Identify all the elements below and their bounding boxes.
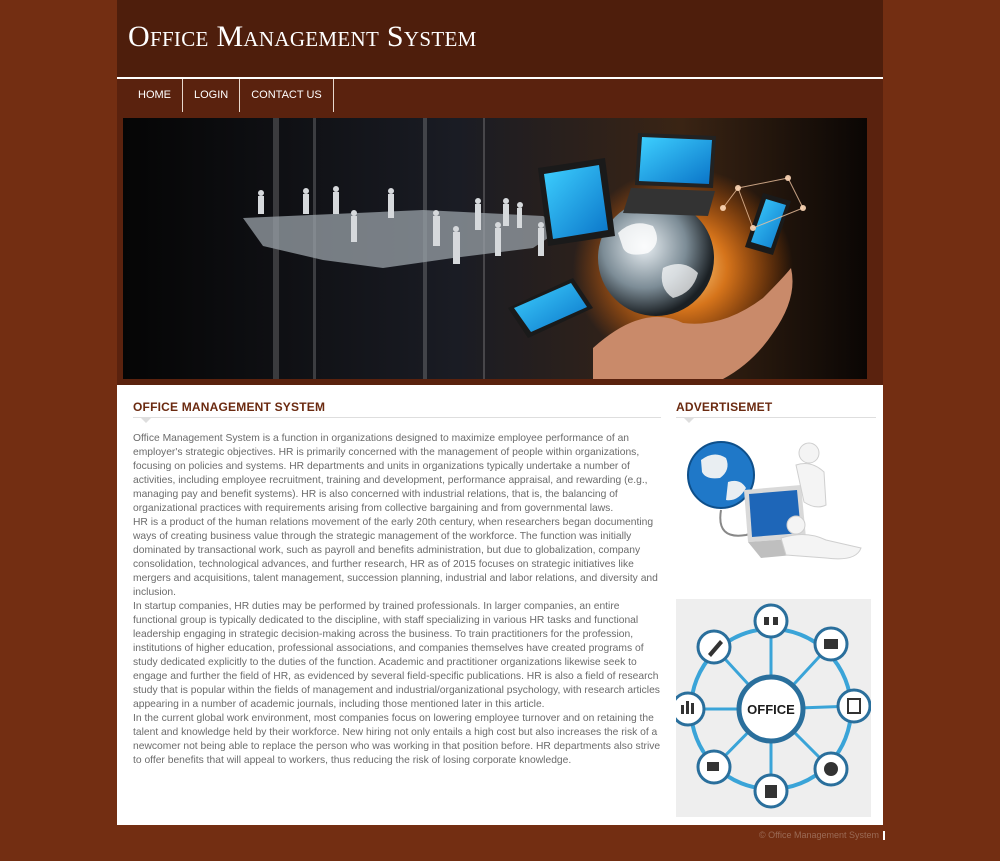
sitemap-icon (755, 605, 787, 637)
list-icon (838, 690, 870, 722)
chart-icon (676, 693, 704, 725)
office-label: OFFICE (747, 702, 795, 717)
article-paragraph: Office Management System is a function in organizations designed to maximize employee performance of an employer's strategic objectives. HR is primarily concerned with the management of people within organizations, focusing on policies and systems. HR departments and units in organizations typically undertake a number of activities, including employee recruitment, training and development, performance appraisal, and rewarding (e.g., managing pay and benefit systems). HR is also concerned with industrial relations, that is, the balancing of organizational practices with requirements arising from collective bargaining and from governmental laws. (133, 433, 648, 514)
article-paragraph: In startup companies, HR duties may be performed by trained professionals. In larger companies, an entire functional group is typically dedicated to the discipline, with staff specializing in various HR tasks and functional leadership engaging in strategic decision-making across the business. To train practitioners for the profession, institutions of higher education, professional associations, and companies themselves have created programs of study dedicated explicitly to the duties of the function. Academic and practitioner organizations likewise seek to engage and further the field of HR, as evidenced by several field-specific publications. HR is also a field of research study that is popular within the fields of management and industrial/organizational psychology, with research articles appearing in a number of academic journals, including those mentioned later in this article. (133, 601, 660, 710)
sidebar-title: ADVERTISEMET (676, 400, 773, 414)
divider-notch (141, 418, 151, 423)
page-title: OFFICE MANAGEMENT SYSTEM (133, 400, 326, 414)
page-wrapper (117, 0, 883, 825)
footer-copyright: © Office Management System (758, 830, 879, 840)
main-content (117, 385, 883, 825)
advertisement-image-2[interactable] (676, 599, 871, 817)
article-paragraph: HR is a product of the human relations movement of the early 20th century, when researchers began documenting ways of creating business value through the strategic management of the workforce. The function was initially dominated by transactional work, such as payroll and benefits administration, but due to globalization, company consolidation, technological advances, and further research, HR as of 2015 focuses on strategic initiatives like mergers and acquisitions, talent management, succession planning, industrial and labor relations, and diversity and inclusion. (133, 517, 658, 598)
office-network-diagram (676, 599, 871, 817)
sidebar-title-divider (676, 417, 876, 418)
hero-banner-image (123, 118, 867, 379)
site-title: Office Management System (128, 20, 477, 53)
article-body (133, 432, 663, 768)
main-menu (127, 79, 334, 112)
hero-banner (123, 118, 867, 379)
site-header (117, 0, 883, 78)
nav-area (117, 79, 883, 385)
globe-icon (598, 200, 714, 316)
divider-notch (684, 418, 694, 423)
menu-item-login[interactable]: LOGIN (183, 79, 240, 112)
menu-item-contact-us[interactable]: CONTACT US (240, 79, 334, 112)
tablet-icon (538, 158, 615, 246)
footer-divider (883, 831, 885, 840)
menu-item-home[interactable]: HOME (127, 79, 183, 112)
article-paragraph: In the current global work environment, most companies focus on lowering employee turnover and on retaining the talent and knowledge held by their workforce. New hiring not only entails a high cost but also increases the risk of a newcomer not being able to replace the person who was working in that position before. HR departments also strive to offer benefits that will appeal to workers, thus reducing the risk of losing corporate knowledge. (133, 713, 661, 766)
globe-icon (688, 442, 754, 508)
advertisement-image-1[interactable] (676, 430, 871, 578)
title-divider (133, 417, 661, 418)
